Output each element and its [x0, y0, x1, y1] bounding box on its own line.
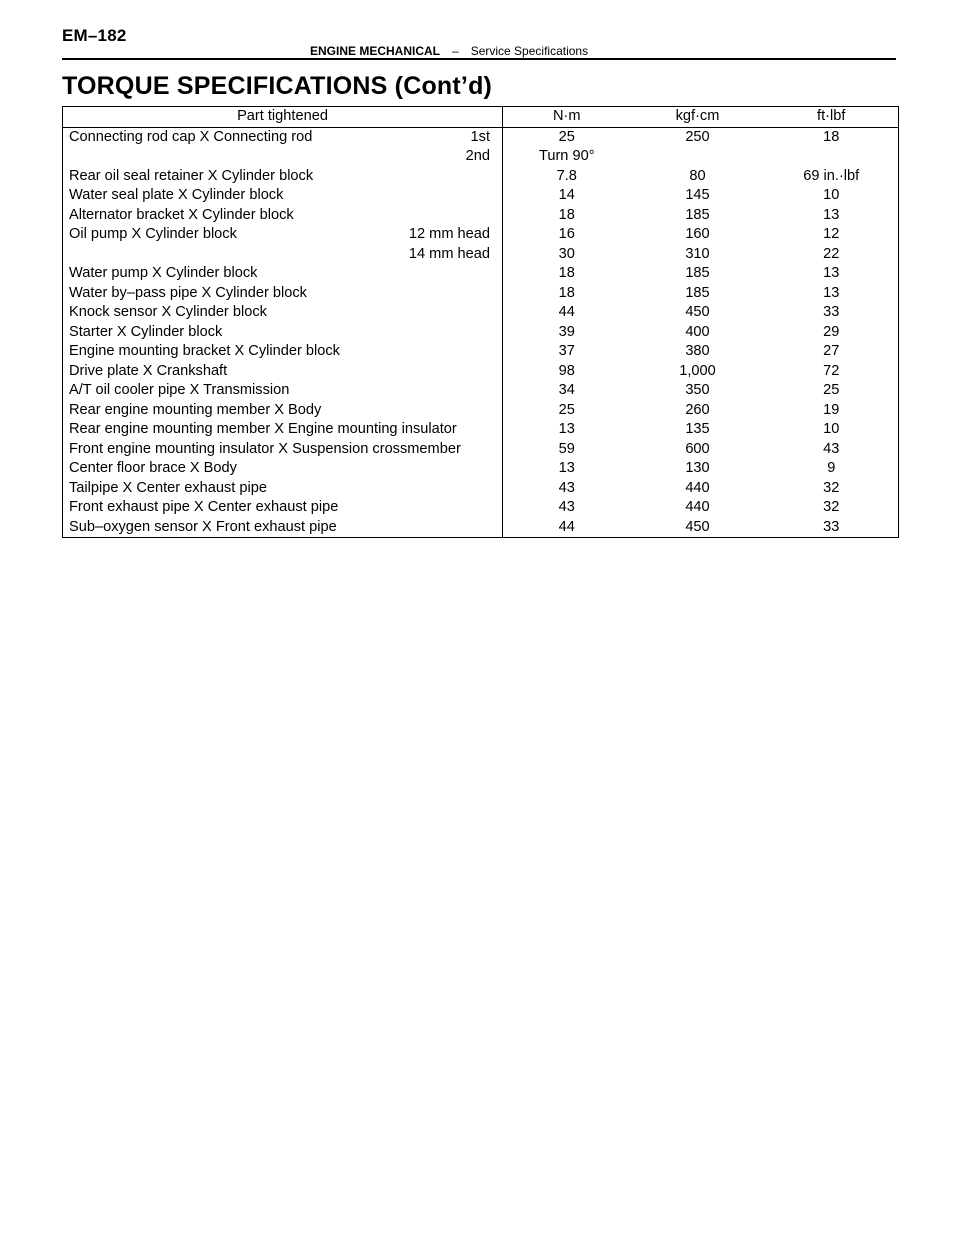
cell-nm: 43: [503, 498, 631, 518]
cell-step: 1st: [470, 128, 490, 145]
cell-nm: 44: [503, 518, 631, 538]
table-row: [63, 479, 899, 499]
cell-step: [403, 459, 503, 479]
page-number: EM–182: [62, 26, 127, 45]
table-row: [63, 401, 899, 421]
table-row: [63, 381, 899, 401]
cell-part: A/T oil cooler pipe X Transmission: [69, 382, 290, 398]
cell-part: Center floor brace X Body: [69, 460, 237, 476]
cell-nm: 25: [503, 127, 631, 147]
table-row: [63, 167, 899, 187]
cell-part: Rear oil seal retainer X Cylinder block: [69, 167, 314, 184]
cell-step: [403, 362, 503, 382]
cell-nm: 14: [503, 186, 631, 206]
cell-ftlbf: 69 in.·lbf: [803, 167, 860, 184]
cell-ftlbf: [765, 147, 899, 167]
cell-part: Starter X Cylinder block: [69, 323, 223, 340]
cell-nm: 43: [503, 479, 631, 499]
cell-kgfcm: 600: [685, 440, 710, 457]
cell-step: [403, 518, 503, 538]
cell-part: Rear engine mounting member X Engine mounting insulator: [69, 421, 457, 437]
cell-step: 2nd: [465, 148, 490, 164]
cell-kgfcm: 160: [685, 226, 710, 242]
table-row: [63, 284, 899, 304]
cell-step: [403, 323, 503, 343]
cell-part: [63, 147, 403, 167]
cell-kgfcm: 260: [685, 401, 710, 418]
torque-spec-table: [62, 106, 899, 538]
table-row: [63, 323, 899, 343]
cell-step: [403, 479, 503, 499]
table-row: [63, 127, 899, 147]
table-row: [63, 362, 899, 382]
cell-part: Rear engine mounting member X Body: [69, 401, 322, 418]
cell-nm: 98: [503, 362, 631, 382]
cell-part: Oil pump X Cylinder block: [69, 226, 237, 242]
cell-kgfcm: 145: [685, 187, 710, 203]
cell-nm: 13: [503, 459, 631, 479]
cell-kgfcm: [631, 147, 765, 167]
cell-step: [403, 206, 503, 226]
cell-part: Water pump X Cylinder block: [69, 265, 258, 281]
cell-nm: 39: [503, 323, 631, 343]
cell-kgfcm: 185: [685, 206, 710, 223]
cell-ftlbf: 18: [823, 128, 840, 145]
cell-nm: Turn 90°: [503, 147, 631, 167]
cell-nm: 34: [503, 381, 631, 401]
cell-part: Alternator bracket X Cylinder block: [69, 206, 294, 223]
cell-ftlbf: 27: [823, 343, 840, 359]
table-row: [63, 186, 899, 206]
cell-kgfcm: 185: [685, 284, 710, 301]
cell-step: [403, 342, 503, 362]
table-body: [63, 127, 899, 538]
cell-nm: 25: [503, 401, 631, 421]
cell-nm: 37: [503, 342, 631, 362]
table-row: [63, 342, 899, 362]
cell-nm: 18: [503, 264, 631, 284]
cell-part: Knock sensor X Cylinder block: [69, 304, 267, 320]
cell-part: Water seal plate X Cylinder block: [69, 187, 284, 203]
cell-part: [63, 245, 403, 265]
cell-nm: 30: [503, 245, 631, 265]
cell-nm: 13: [503, 420, 631, 440]
cell-ftlbf: 13: [823, 206, 840, 223]
column-header-nm: N·m: [503, 107, 631, 128]
column-header-part: Part tightened: [237, 108, 328, 124]
cell-ftlbf: 33: [823, 518, 840, 535]
cell-kgfcm: 185: [685, 265, 710, 281]
section-header: [310, 44, 588, 58]
cell-ftlbf: 12: [823, 226, 840, 242]
cell-nm: 59: [503, 440, 631, 460]
cell-nm: 18: [503, 284, 631, 304]
cell-nm: 7.8: [503, 167, 631, 187]
table-row: [63, 459, 899, 479]
cell-ftlbf: 72: [823, 362, 840, 379]
table-row: [63, 440, 899, 460]
table-row: [63, 420, 899, 440]
cell-nm: 44: [503, 303, 631, 323]
cell-ftlbf: 29: [823, 323, 840, 340]
cell-ftlbf: 32: [823, 479, 840, 496]
cell-step: 12 mm head: [408, 226, 490, 242]
table-row: [63, 206, 899, 226]
table-row: [63, 498, 899, 518]
cell-nm: 16: [503, 225, 631, 245]
cell-step: [403, 264, 503, 284]
cell-kgfcm: 80: [689, 167, 706, 184]
cell-step: [403, 381, 503, 401]
table-row: [63, 245, 899, 265]
header-separator: –: [452, 44, 459, 58]
cell-step: 14 mm head: [408, 245, 490, 262]
cell-ftlbf: 13: [823, 284, 840, 301]
header-rule: [62, 58, 896, 60]
cell-kgfcm: 310: [685, 245, 710, 262]
cell-nm: 18: [503, 206, 631, 226]
cell-part: Engine mounting bracket X Cylinder block: [69, 343, 340, 359]
subsection-name: Service Specifications: [470, 44, 589, 58]
cell-ftlbf: 10: [823, 421, 840, 437]
section-name: ENGINE MECHANICAL: [310, 44, 441, 58]
cell-ftlbf: 22: [823, 245, 840, 262]
cell-kgfcm: 380: [685, 343, 710, 359]
cell-step: [403, 284, 503, 304]
cell-step: [403, 303, 503, 323]
cell-ftlbf: 43: [823, 440, 840, 457]
cell-ftlbf: 10: [823, 187, 840, 203]
cell-part: Connecting rod cap X Connecting rod: [69, 128, 313, 145]
cell-ftlbf: 33: [823, 304, 840, 320]
cell-part: Water by–pass pipe X Cylinder block: [69, 284, 307, 301]
cell-kgfcm: 250: [685, 128, 710, 145]
cell-kgfcm: 440: [685, 499, 710, 515]
cell-part: Drive plate X Crankshaft: [69, 362, 228, 379]
table-row: [63, 264, 899, 284]
cell-ftlbf: 13: [823, 265, 840, 281]
cell-kgfcm: 400: [685, 323, 710, 340]
cell-kgfcm: 135: [685, 421, 710, 437]
column-header-kgfcm: kgf·cm: [675, 108, 720, 124]
table-row: [63, 303, 899, 323]
cell-kgfcm: 450: [685, 518, 710, 535]
cell-part: Tailpipe X Center exhaust pipe: [69, 479, 267, 496]
column-header-ftlbf: ft·lbf: [817, 108, 846, 124]
cell-part: Sub–oxygen sensor X Front exhaust pipe: [69, 518, 337, 535]
cell-part: Front exhaust pipe X Center exhaust pipe: [69, 499, 339, 515]
page-title: TORQUE SPECIFICATIONS (Cont’d): [62, 72, 493, 100]
cell-part: Front engine mounting insulator X Suspension crossmember: [69, 440, 461, 457]
cell-step: [403, 167, 503, 187]
cell-ftlbf: 25: [823, 382, 840, 398]
cell-ftlbf: 19: [823, 401, 840, 418]
cell-kgfcm: 440: [685, 479, 710, 496]
cell-ftlbf: 32: [823, 499, 840, 515]
cell-ftlbf: 9: [827, 460, 836, 476]
cell-kgfcm: 130: [685, 460, 710, 476]
table-row: [63, 518, 899, 538]
cell-step: [403, 186, 503, 206]
cell-kgfcm: 450: [685, 304, 710, 320]
table-header-row: [63, 107, 899, 128]
cell-step: [403, 498, 503, 518]
cell-kgfcm: 350: [685, 382, 710, 398]
cell-kgfcm: 1,000: [679, 362, 716, 379]
table-row: [63, 147, 899, 167]
table-row: [63, 225, 899, 245]
cell-step: [403, 401, 503, 421]
